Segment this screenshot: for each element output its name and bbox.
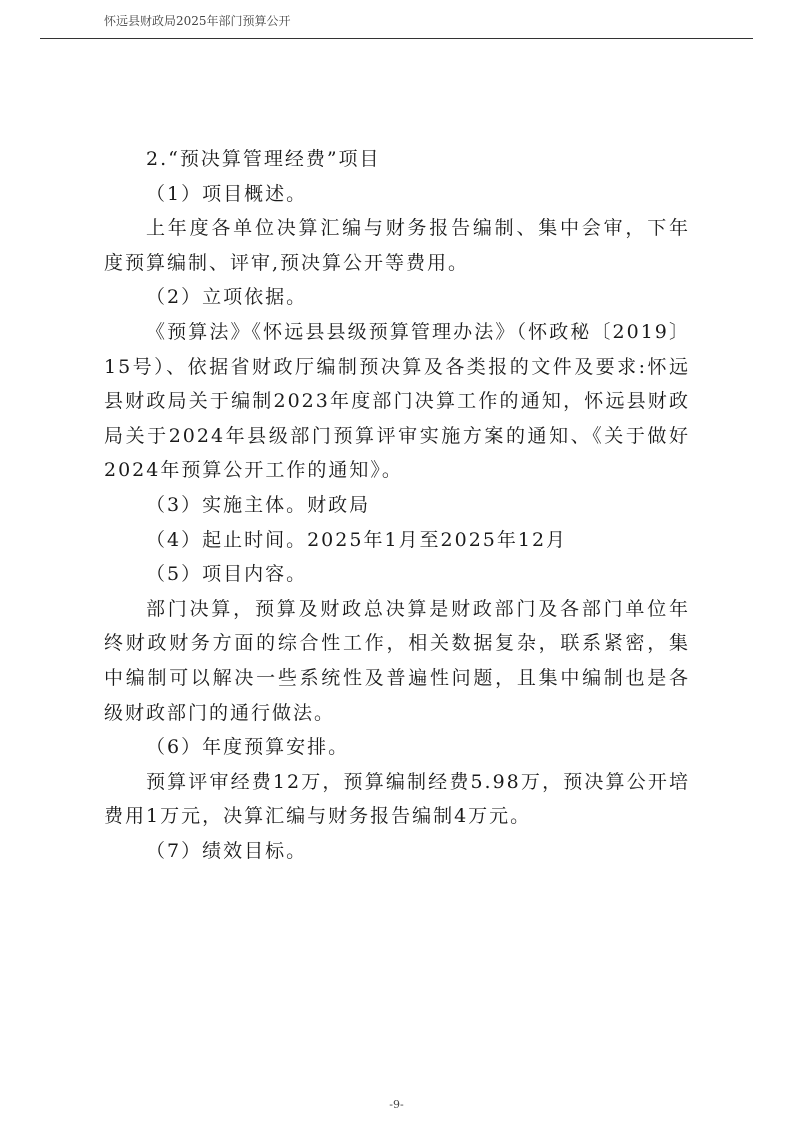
content-paragraph: 部门决算，预算及财政总决算是财政部门及各部门单位年终财政财务方面的综合性工作，相关数据复杂，联系紧密，集中编制可以解决一些系统性及普遍性问题，且集中编制也是各级财政部门的通行做法。 <box>104 597 690 724</box>
budget-paragraph: 预算评审经费12万，预算编制经费5.98万，预决算公开培费用1万元，决算汇编与财务报告编制4万元。 <box>104 770 690 828</box>
overview-paragraph: 上年度各单位决算汇编与财务报告编制、集中会审，下年度预算编制、评审,预决算公开等费用。 <box>104 217 690 274</box>
running-header: 怀远县财政局2025年部门预算公开 <box>104 14 291 28</box>
subsection-goals-heading: （7）绩效目标。 <box>146 839 308 862</box>
header-divider <box>40 38 753 39</box>
subsection-basis-heading: （2）立项依据。 <box>146 286 308 309</box>
page-number: -9- <box>389 1098 404 1111</box>
duration-line: （4）起止时间。2025年1月至2025年12月 <box>146 528 568 551</box>
basis-paragraph: 《预算法》《怀远县县级预算管理办法》（怀政秘〔2019〕15号）、依据省财政厅编制预决算及各类报的文件及要求:怀远县财政局关于编制2023年度部门决算工作的通知，怀远县财政局关于2024年县级部门预算评审实施方案的通知、《关于做好2024年预算公开工作的通知》。 <box>104 320 690 482</box>
implementing-entity-line: （3）实施主体。财政局 <box>146 493 371 516</box>
document-body <box>104 142 690 868</box>
section-heading: 2.“预决算管理经费”项目 <box>146 148 381 170</box>
subsection-budget-heading: （6）年度预算安排。 <box>146 736 350 759</box>
subsection-content-heading: （5）项目内容。 <box>146 563 308 586</box>
subsection-overview-heading: （1）项目概述。 <box>146 182 308 205</box>
